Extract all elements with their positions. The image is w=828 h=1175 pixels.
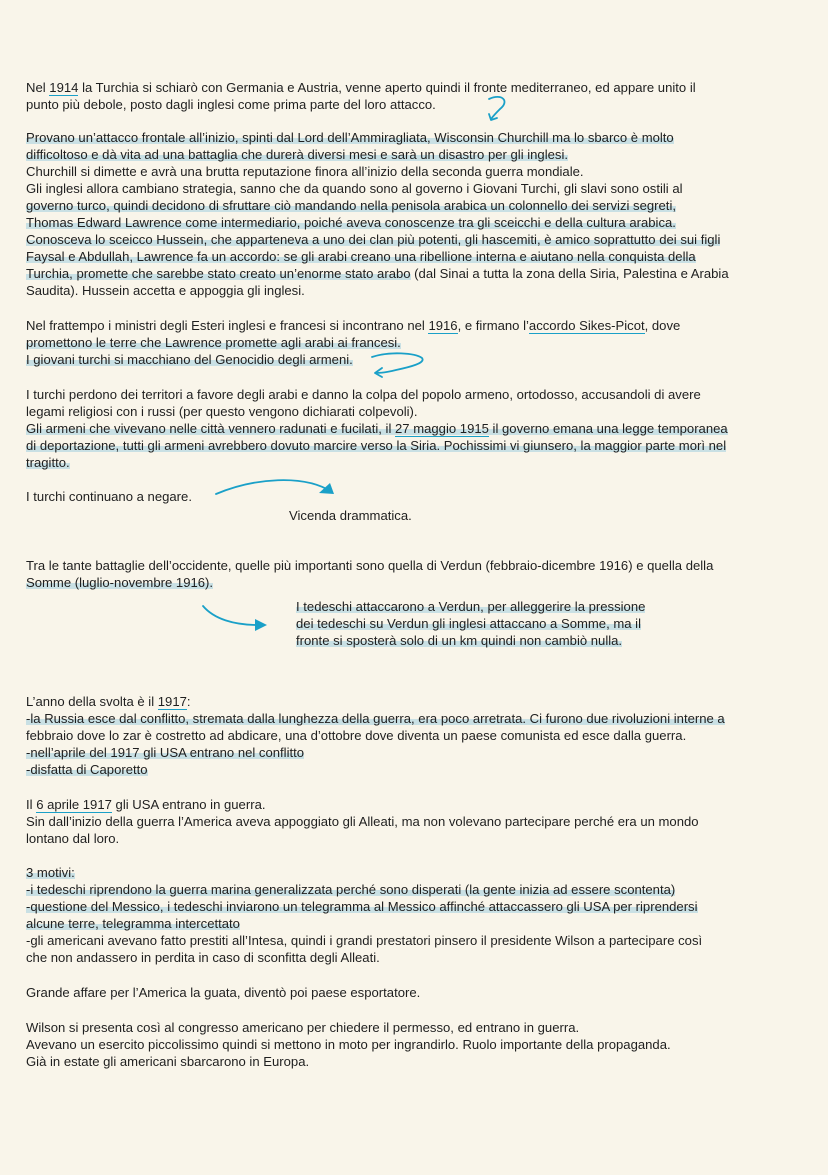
text-line: Il 6 aprile 1917 gli USA entrano in guerra. — [26, 797, 266, 812]
text-line: che non andassero in perdita in caso di sconfitta degli Alleati. — [26, 950, 380, 965]
text-line: I giovani turchi si macchiano del Genocidio degli armeni. — [26, 352, 353, 367]
text-line: Tra le tante battaglie dell’occidente, quelle più importanti sono quella di Verdun (febbraio-dicembre 1916) e quella della — [26, 558, 714, 573]
accordo-sikes-picot: accordo Sikes-Picot — [528, 318, 645, 333]
curl-arrow-icon — [370, 351, 430, 381]
date-6-aprile-1917: 6 aprile 1917 — [36, 797, 112, 812]
text-line: -la Russia esce dal conflitto, stremata dalla lunghezza della guerra, era poco arretrata. Ci furono due rivoluzioni interne a — [26, 711, 725, 726]
text-line: Wilson si presenta così al congresso americano per chiedere il permesso, ed entrano in guerra. — [26, 1020, 580, 1035]
text-line: 3 motivi: — [26, 865, 75, 880]
text-line: L’anno della svolta è il 1917: — [26, 694, 191, 709]
text-line: Grande affare per l’America la guata, diventò poi paese esportatore. — [26, 985, 421, 1000]
text-line: di deportazione, tutti gli armeni avrebbero dovuto marcire verso la Siria. Pochissimi vi giunsero, la maggior parte morì nel — [26, 438, 727, 453]
text-line: Nel 1914 la Turchia si schiarò con Germania e Austria, venne aperto quindi il fronte mediterraneo, ed appare unito il — [26, 80, 696, 95]
text-line: Conosceva lo sceicco Hussein, che apparteneva a uno dei clan più potenti, gli hascemiti, è amico soprattutto dei sui figli — [26, 232, 721, 247]
text-line: Faysal e Abdullah, Lawrence fa un accordo: se gli arabi creano una ribellione interna e aiutano nella conquista della — [26, 249, 696, 264]
date-27-maggio-1915: 27 maggio 1915 — [395, 421, 489, 436]
text-line: Turchia, promette che sarebbe stato creato un’enorme stato arabo (dal Sinai a tutta la zona della Siria, Palestina e Arabia — [26, 266, 729, 281]
text-line: Nel frattempo i ministri degli Esteri inglesi e francesi si incontrano nel 1916, e firmano l’accordo Sikes-Picot, dove — [26, 318, 681, 333]
text-line: punto più debole, posto dagli inglesi come prima parte del loro attacco. — [26, 97, 436, 112]
side-note: fronte si sposterà solo di un km quindi non cambiò nulla. — [296, 633, 623, 648]
text-line: -gli americani avevano fatto prestiti all’Intesa, quindi i grandi prestatori pinsero il presidente Wilson a partecipare così — [26, 933, 703, 948]
text-line: -disfatta di Caporetto — [26, 762, 148, 777]
text-line: I turchi continuano a negare. — [26, 489, 192, 504]
arrow-icon — [200, 603, 275, 635]
year-1914: 1914 — [49, 80, 79, 95]
text-line: Somme (luglio-novembre 1916). — [26, 575, 214, 590]
text-line: tragitto. — [26, 455, 70, 470]
text-line: I turchi perdono dei territori a favore degli arabi e danno la colpa del popolo armeno, ortodosso, accusandoli di avere — [26, 387, 701, 402]
text-line: difficoltoso e dà vita ad una battaglia che durerà diversi mesi e sarà un disastro per gli inglesi. — [26, 147, 568, 162]
text-line: Churchill si dimette e avrà una brutta reputazione finora all’inizio della seconda guerra mondiale. — [26, 164, 584, 179]
side-note: Vicenda drammatica. — [289, 508, 412, 523]
text-line: Saudita). Hussein accetta e appoggia gli inglesi. — [26, 283, 305, 298]
text-line: Thomas Edward Lawrence come intermediario, poiché aveva conoscenze tra gli sceicchi e della cultura arabica. — [26, 215, 676, 230]
text-line: -nell’aprile del 1917 gli USA entrano nel conflitto — [26, 745, 305, 760]
side-note: I tedeschi attaccarono a Verdun, per alleggerire la pressione — [296, 599, 646, 614]
text-line: Gli armeni che vivevano nelle città vennero radunati e fucilati, il 27 maggio 1915 il governo emana una legge temporanea — [26, 421, 728, 436]
text-line: Già in estate gli americani sbarcarono in Europa. — [26, 1054, 310, 1069]
text-line: -questione del Messico, i tedeschi inviarono un telegramma al Messico affinché attaccassero gli USA per riprendersi — [26, 899, 698, 914]
text-line: promettono le terre che Lawrence promette agli arabi ai francesi. — [26, 335, 401, 350]
text-line: Avevano un esercito piccolissimo quindi si mettono in moto per ingrandirlo. Ruolo importante della propaganda. — [26, 1037, 671, 1052]
text-line: febbraio dove lo zar è costretto ad abdicare, una d’ottobre dove diventa un paese comunista ed esce dalla guerra. — [26, 728, 687, 743]
arrow-icon — [214, 474, 344, 502]
text-line: -i tedeschi riprendono la guerra marina generalizzata perché sono disperati (la gente inizia ad essere scontenta) — [26, 882, 676, 897]
text-line: lontano dal loro. — [26, 831, 120, 846]
text-line: Sin dall’inizio della guerra l’America aveva appoggiato gli Alleati, ma non volevano partecipare perché era un mondo — [26, 814, 699, 829]
text-line: alcune terre, telegramma intercettato — [26, 916, 240, 931]
text-line: governo turco, quindi decidono di sfruttare ciò mandando nella penisola arabica un colonnello dei servizi segreti, — [26, 198, 676, 213]
text-line: Provano un’attacco frontale all’inizio, spinti dal Lord dell’Ammiragliata, Wisconsin Churchill ma lo sbarco è molto — [26, 130, 674, 145]
year-1917: 1917 — [157, 694, 187, 709]
year-1916: 1916 — [428, 318, 458, 333]
text-line: legami religiosi con i russi (per questo vengono dichiarati colpevoli). — [26, 404, 418, 419]
text-line: Gli inglesi allora cambiano strategia, sanno che da quando sono al governo i Giovani Turchi, gli slavi sono ostili al — [26, 181, 683, 196]
side-note: dei tedeschi su Verdun gli inglesi attaccano a Somme, ma il — [296, 616, 641, 631]
curl-arrow-icon — [486, 95, 518, 125]
